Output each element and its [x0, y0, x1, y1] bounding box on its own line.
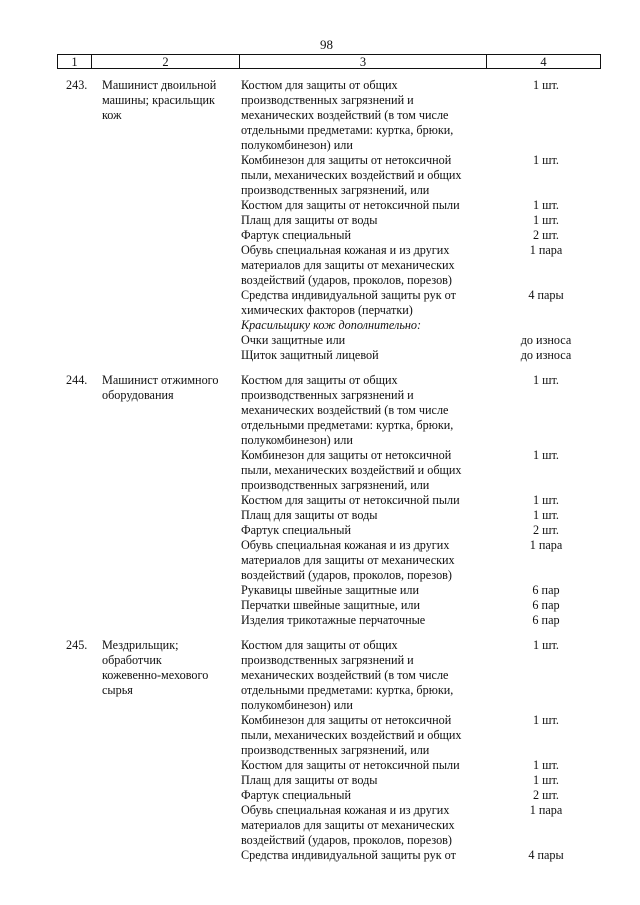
- list-item: [241, 448, 581, 493]
- list-item: [241, 613, 581, 628]
- item-quantity: 1 пара: [529, 243, 563, 257]
- item-quantity: 1 шт.: [533, 198, 559, 212]
- item-name-line: отдельными предметами: куртка, брюки,: [241, 683, 454, 697]
- item-name: [241, 598, 486, 613]
- item-name: [241, 583, 486, 598]
- item-quantity: 2 шт.: [533, 228, 559, 242]
- list-item: [241, 243, 581, 288]
- item-name-line: механических воздействий (в том числе: [241, 403, 449, 417]
- item-name: [241, 713, 486, 758]
- item-name: [241, 493, 486, 508]
- item-name-line: производственных загрязнений и: [241, 388, 414, 402]
- item-name: [241, 373, 486, 448]
- ppe-items-list: [241, 78, 581, 363]
- item-name-line: воздействий (ударов, проколов, порезов): [241, 568, 452, 582]
- item-name-line: химических факторов (перчатки): [241, 303, 413, 317]
- item-name-line: производственных загрязнений и: [241, 93, 414, 107]
- item-name-line: Комбинезон для защиты от нетоксичной: [241, 448, 452, 462]
- job-title-line: Машинист отжимного: [102, 373, 219, 387]
- item-name-line: Обувь специальная кожаная и из других: [241, 538, 450, 552]
- list-item: [241, 373, 581, 448]
- job-title-line: Мездрильщик;: [102, 638, 179, 652]
- table-header: [57, 54, 601, 69]
- job-title-line: кож: [102, 108, 122, 122]
- item-name-line: Фартук специальный: [241, 523, 351, 537]
- list-item: [241, 788, 581, 803]
- item-quantity: 1 шт.: [533, 213, 559, 227]
- item-name-line: материалов для защиты от механических: [241, 553, 455, 567]
- item-name-line: полукомбинезон) или: [241, 433, 353, 447]
- list-item: [241, 713, 581, 758]
- item-name-line: материалов для защиты от механических: [241, 818, 455, 832]
- list-item: [241, 333, 581, 348]
- item-name-line: Средства индивидуальной защиты рук от: [241, 288, 456, 302]
- item-name: [241, 508, 486, 523]
- item-name-line: производственных загрязнений и: [241, 653, 414, 667]
- list-item: [241, 198, 581, 213]
- item-name-line: отдельными предметами: куртка, брюки,: [241, 418, 454, 432]
- page-number-text: 98: [320, 37, 333, 52]
- list-item: [241, 153, 581, 198]
- item-name-line: Плащ для защиты от воды: [241, 213, 378, 227]
- item-name-line: пыли, механических воздействий и общих: [241, 728, 462, 742]
- item-quantity: 1 шт.: [533, 773, 559, 787]
- item-name-line: Комбинезон для защиты от нетоксичной: [241, 713, 452, 727]
- item-quantity: 4 пары: [528, 288, 564, 302]
- item-name-line: Костюм для защиты от нетоксичной пыли: [241, 198, 460, 212]
- item-name: [241, 318, 486, 333]
- item-quantity: до износа: [520, 348, 572, 362]
- item-quantity: 1 шт.: [533, 78, 559, 92]
- list-item: [241, 508, 581, 523]
- item-name-line: Средства индивидуальной защиты рук от: [241, 848, 456, 862]
- item-quantity: 1 шт.: [533, 758, 559, 772]
- job-title: [102, 373, 232, 403]
- item-quantity: 1 пара: [529, 803, 563, 817]
- item-name: [241, 333, 486, 348]
- item-name: [241, 448, 486, 493]
- list-item: [241, 803, 581, 848]
- item-name-line: воздействий (ударов, проколов, порезов): [241, 833, 452, 847]
- job-title-line: сырья: [102, 683, 133, 697]
- item-name-line: производственных загрязнений, или: [241, 743, 430, 757]
- job-title: [102, 78, 232, 123]
- item-name-line: Перчатки швейные защитные, или: [241, 598, 421, 612]
- list-item: [241, 583, 581, 598]
- item-name-line: механических воздействий (в том числе: [241, 668, 449, 682]
- item-name-line: механических воздействий (в том числе: [241, 108, 449, 122]
- column-header-3: 3: [359, 55, 367, 69]
- item-quantity: 1 шт.: [533, 713, 559, 727]
- item-name-line: Костюм для защиты от общих: [241, 78, 398, 92]
- item-quantity: 2 шт.: [533, 788, 559, 802]
- item-name-line: производственных загрязнений, или: [241, 478, 430, 492]
- item-name: [241, 613, 486, 628]
- item-quantity: 6 пар: [532, 583, 560, 597]
- item-name-line: воздействий (ударов, проколов, порезов): [241, 273, 452, 287]
- item-name-line: Костюм для защиты от нетоксичной пыли: [241, 493, 460, 507]
- item-quantity: 1 шт.: [533, 508, 559, 522]
- item-name: [241, 288, 486, 318]
- list-item: [241, 213, 581, 228]
- list-item: [241, 348, 581, 363]
- list-item: [241, 538, 581, 583]
- item-quantity: до износа: [520, 333, 572, 347]
- item-name-line: Комбинезон для защиты от нетоксичной: [241, 153, 452, 167]
- item-name-line: Костюм для защиты от нетоксичной пыли: [241, 758, 460, 772]
- entry-number: 244.: [66, 373, 88, 387]
- job-title-line: машины; красильщик: [102, 93, 215, 107]
- item-quantity: 1 шт.: [533, 153, 559, 167]
- item-name-line: пыли, механических воздействий и общих: [241, 463, 462, 477]
- column-header-2: 2: [162, 55, 169, 69]
- item-quantity: 1 шт.: [533, 493, 559, 507]
- item-name-line: пыли, механических воздействий и общих: [241, 168, 462, 182]
- item-name: [241, 758, 486, 773]
- item-name-line: Рукавицы швейные защитные или: [241, 583, 419, 597]
- list-item: [241, 228, 581, 243]
- item-name-line: Плащ для защиты от воды: [241, 773, 378, 787]
- ppe-items-list: [241, 638, 581, 863]
- job-title-line: оборудования: [102, 388, 174, 402]
- item-name-line: Щиток защитный лицевой: [241, 348, 379, 362]
- job-title-line: кожевенно-мехового: [102, 668, 209, 682]
- item-name: [241, 243, 486, 288]
- item-quantity: 1 шт.: [533, 638, 559, 652]
- item-quantity: 4 пары: [528, 848, 564, 862]
- list-item: [241, 523, 581, 538]
- item-name-line: Костюм для защиты от общих: [241, 638, 398, 652]
- item-quantity: 6 пар: [532, 613, 560, 627]
- item-name: [241, 153, 486, 198]
- item-quantity: 2 шт.: [533, 523, 559, 537]
- item-name-line: Красильщику кож дополнительно:: [241, 318, 422, 332]
- item-name: [241, 803, 486, 848]
- item-name-line: полукомбинезон) или: [241, 138, 353, 152]
- item-name-line: Фартук специальный: [241, 228, 351, 242]
- item-quantity: 1 шт.: [533, 448, 559, 462]
- item-name: [241, 228, 486, 243]
- list-item: [241, 78, 581, 153]
- column-header-1: 1: [71, 55, 78, 69]
- job-title-line: обработчик: [102, 653, 162, 667]
- item-name-line: Обувь специальная кожаная и из других: [241, 803, 450, 817]
- list-item: [241, 598, 581, 613]
- list-item: [241, 758, 581, 773]
- item-name-line: Изделия трикотажные перчаточные: [241, 613, 426, 627]
- item-name: [241, 213, 486, 228]
- item-quantity: 6 пар: [532, 598, 560, 612]
- item-name-line: отдельными предметами: куртка, брюки,: [241, 123, 454, 137]
- list-item: [241, 638, 581, 713]
- job-title: [102, 638, 232, 698]
- item-name-line: производственных загрязнений, или: [241, 183, 430, 197]
- item-name: [241, 773, 486, 788]
- item-name-line: материалов для защиты от механических: [241, 258, 455, 272]
- item-name: [241, 788, 486, 803]
- list-item: [241, 318, 581, 333]
- list-item: [241, 288, 581, 318]
- item-name: [241, 538, 486, 583]
- item-name: [241, 638, 486, 713]
- item-name-line: Плащ для защиты от воды: [241, 508, 378, 522]
- item-name-line: Фартук специальный: [241, 788, 351, 802]
- item-name: [241, 848, 486, 863]
- item-name-line: Очки защитные или: [241, 333, 346, 347]
- item-name-line: полукомбинезон) или: [241, 698, 353, 712]
- list-item: [241, 493, 581, 508]
- entry-number: 245.: [66, 638, 88, 652]
- item-name: [241, 523, 486, 538]
- ppe-items-list: [241, 373, 581, 628]
- column-header-4: 4: [540, 55, 547, 69]
- item-name-line: Обувь специальная кожаная и из других: [241, 243, 450, 257]
- entry-number: 243.: [66, 78, 88, 92]
- list-item: [241, 848, 581, 863]
- item-name: [241, 348, 486, 363]
- job-title-line: Машинист двоильной: [102, 78, 217, 92]
- item-quantity: 1 шт.: [533, 373, 559, 387]
- list-item: [241, 773, 581, 788]
- item-name-line: Костюм для защиты от общих: [241, 373, 398, 387]
- item-name: [241, 78, 486, 153]
- item-name: [241, 198, 486, 213]
- item-quantity: 1 пара: [529, 538, 563, 552]
